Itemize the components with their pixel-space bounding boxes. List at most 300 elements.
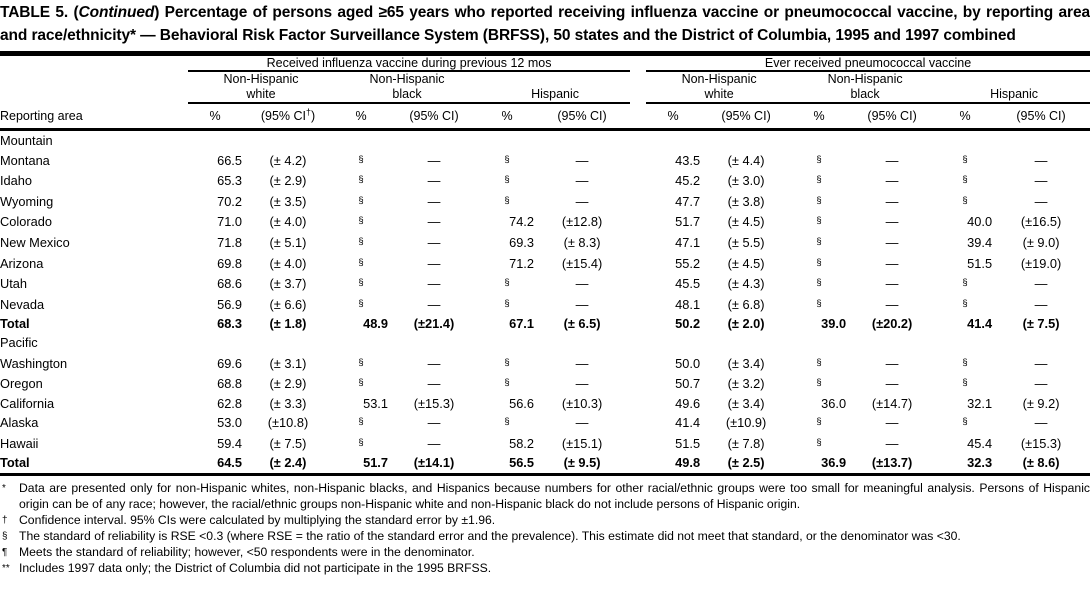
- footnote-text: Meets the standard of reliability; however, <50 respondents were in the denominator.: [19, 544, 475, 559]
- ci-cell: —: [427, 376, 441, 392]
- group-gap: [630, 454, 646, 474]
- group-gap: [630, 71, 646, 103]
- pct-cell-missing: [334, 295, 388, 316]
- ci-cell: —: [575, 296, 589, 312]
- ci-header-close: ): [766, 109, 771, 124]
- ci-header-1-2: [992, 103, 1090, 130]
- ci-cell: —: [427, 276, 441, 292]
- pct-cell-missing: [938, 354, 992, 375]
- pct-cell-missing: [480, 295, 534, 316]
- section-row-mountain: [0, 130, 1090, 151]
- total-row: [0, 315, 1090, 334]
- unreliable-estimate-marker: §: [504, 194, 510, 206]
- group-gap: [630, 374, 646, 395]
- pct-cell-missing: [480, 274, 534, 295]
- ci-cell: —: [427, 415, 441, 431]
- footnote-4: [0, 561, 1090, 577]
- title-prefix: TABLE 5. (: [0, 4, 79, 21]
- unreliable-estimate-marker: §: [358, 236, 364, 248]
- unreliable-estimate-marker: §: [816, 436, 822, 448]
- group-gap: [630, 212, 646, 233]
- section-label: Pacific: [0, 335, 38, 351]
- table-row: [0, 413, 1090, 434]
- ci-header-0-2: [534, 103, 630, 130]
- reporting-area-spacer: [0, 71, 188, 103]
- ci-cell: —: [1034, 376, 1048, 392]
- pct-cell: 69.8: [217, 255, 242, 271]
- pct-cell: 49.6: [675, 395, 701, 411]
- vaccine-coverage-table: [0, 56, 1090, 476]
- ci-cell: —: [885, 255, 899, 271]
- ci-cell: (± 3.5): [269, 193, 307, 209]
- ci-cell: (±10.3): [561, 395, 603, 411]
- pct-cell: 45.5: [675, 276, 701, 292]
- race-group-header-1-0: [646, 71, 792, 103]
- ci-header-close: ): [912, 109, 917, 124]
- unreliable-estimate-marker: §: [816, 194, 822, 206]
- ci-cell: (±14.7): [871, 395, 913, 411]
- ci-cell: (± 2.0): [727, 316, 765, 332]
- ci-cell: (± 2.5): [700, 454, 792, 474]
- pct-cell: 58.2: [509, 435, 534, 451]
- ci-cell: —: [1034, 152, 1048, 168]
- race-group-header-0-0: [188, 71, 334, 103]
- unreliable-estimate-marker: §: [358, 377, 364, 389]
- table-row: [0, 354, 1090, 375]
- ci-cell: —: [885, 355, 899, 371]
- ci-cell: —: [1034, 296, 1048, 312]
- race-group-header-line: Non-Hispanic: [369, 72, 445, 86]
- pct-cell-missing: [480, 151, 534, 172]
- unreliable-estimate-marker: §: [816, 153, 822, 165]
- pct-cell: 51.7: [334, 454, 388, 474]
- ci-header-close: ): [311, 109, 316, 124]
- ci-header-text: (95% CI: [409, 109, 455, 124]
- pct-cell: 70.2: [217, 193, 242, 209]
- vaccine-group-header-1: Ever received pneumococcal vaccine: [646, 56, 1090, 71]
- percent-header-1-0: %: [646, 103, 700, 130]
- pct-cell-missing: [334, 413, 388, 434]
- race-group-header-0-2: [480, 71, 630, 103]
- ci-cell: (±15.1): [561, 435, 603, 451]
- ci-cell: (± 6.5): [563, 316, 601, 332]
- row-label: Idaho: [0, 173, 33, 189]
- row-label: Alaska: [0, 415, 39, 431]
- unreliable-estimate-marker: §: [962, 297, 968, 309]
- table-row: [0, 192, 1090, 213]
- section-label: Mountain: [0, 132, 53, 148]
- pct-cell-missing: [938, 192, 992, 213]
- pct-cell: 51.5: [675, 435, 701, 451]
- unreliable-estimate-marker: §: [358, 153, 364, 165]
- row-label: Hawaii: [0, 435, 39, 451]
- unreliable-estimate-marker: §: [358, 416, 364, 428]
- row-label: New Mexico: [0, 235, 70, 251]
- pct-cell-missing: [480, 171, 534, 192]
- table-row: [0, 233, 1090, 254]
- table-row: [0, 274, 1090, 295]
- pct-cell: 41.4: [675, 415, 701, 431]
- group-gap: [630, 295, 646, 316]
- row-label: Wyoming: [0, 193, 54, 209]
- header-row-vaccine-groups: [0, 56, 1090, 71]
- unreliable-estimate-marker: §: [504, 356, 510, 368]
- ci-cell: (± 3.1): [269, 355, 307, 371]
- unreliable-estimate-marker: §: [816, 256, 822, 268]
- pct-cell: 74.2: [509, 214, 534, 230]
- vaccine-group-header-0: Received influenza vaccine during previous 12 mos: [188, 56, 630, 71]
- unreliable-estimate-marker: §: [816, 174, 822, 186]
- unreliable-estimate-marker: §: [504, 153, 510, 165]
- ci-cell: —: [885, 235, 899, 251]
- unreliable-estimate-marker: §: [358, 256, 364, 268]
- race-group-header-line: Non-Hispanic: [681, 72, 757, 86]
- ci-cell: (± 7.5): [1022, 316, 1060, 332]
- ci-header-1-1: [846, 103, 938, 130]
- row-label: Nevada: [0, 296, 45, 312]
- pct-cell: 59.4: [217, 435, 242, 451]
- ci-cell: (± 3.4): [727, 395, 765, 411]
- group-gap: [630, 274, 646, 295]
- group-gap: [630, 171, 646, 192]
- pct-cell-missing: [792, 254, 846, 275]
- pct-cell: 32.3: [938, 454, 992, 474]
- ci-cell: (± 4.2): [269, 152, 307, 168]
- row-label: Total: [0, 316, 30, 332]
- pct-cell-missing: [334, 233, 388, 254]
- ci-cell: (±15.3): [1020, 435, 1062, 451]
- ci-cell: (± 7.8): [727, 435, 765, 451]
- ci-cell: —: [575, 152, 589, 168]
- pct-cell: 50.7: [675, 376, 701, 392]
- unreliable-estimate-marker: §: [816, 356, 822, 368]
- table-row: [0, 254, 1090, 275]
- unreliable-estimate-marker: §: [358, 215, 364, 227]
- ci-cell: (± 6.8): [727, 296, 765, 312]
- pct-cell-missing: [792, 233, 846, 254]
- table-row: [0, 374, 1090, 395]
- race-group-header-line: Hispanic: [990, 87, 1038, 101]
- table-title: [0, 0, 1090, 47]
- ci-header-text: (95% CI: [721, 109, 767, 124]
- ci-cell: (± 5.1): [269, 235, 307, 251]
- footnote-symbol: *: [2, 483, 6, 495]
- unreliable-estimate-marker: §: [816, 416, 822, 428]
- dagger-footnote-marker: †: [305, 107, 311, 117]
- ci-cell: —: [885, 296, 899, 312]
- ci-header-close: ): [454, 109, 459, 124]
- group-gap: [630, 192, 646, 213]
- ci-cell: —: [1034, 193, 1048, 209]
- pct-cell-missing: [334, 274, 388, 295]
- ci-cell: —: [575, 173, 589, 189]
- ci-cell: (±21.4): [413, 316, 455, 332]
- unreliable-estimate-marker: §: [816, 377, 822, 389]
- ci-cell: (±15.4): [561, 255, 603, 271]
- race-group-header-line: Hispanic: [531, 87, 579, 101]
- pct-cell-missing: [480, 413, 534, 434]
- group-gap: [630, 103, 646, 130]
- ci-cell: (±15.3): [413, 395, 455, 411]
- ci-cell: (±13.7): [846, 454, 938, 474]
- ci-cell: (±10.9): [725, 415, 767, 431]
- ci-cell: (± 3.3): [269, 395, 307, 411]
- ci-header-text: (95% CI: [867, 109, 913, 124]
- row-label: Utah: [0, 276, 28, 292]
- group-gap: [630, 254, 646, 275]
- unreliable-estimate-marker: §: [358, 174, 364, 186]
- pct-cell: 71.0: [217, 214, 242, 230]
- pct-cell-missing: [792, 151, 846, 172]
- unreliable-estimate-marker: §: [962, 153, 968, 165]
- total-row: [0, 454, 1090, 474]
- pct-cell-missing: [792, 295, 846, 316]
- pct-cell: 43.5: [675, 152, 701, 168]
- pct-cell-missing: [938, 171, 992, 192]
- pct-cell: 45.4: [967, 435, 993, 451]
- pct-cell-missing: [792, 374, 846, 395]
- unreliable-estimate-marker: §: [504, 174, 510, 186]
- row-label: Washington: [0, 355, 68, 371]
- ci-cell: (± 3.4): [727, 355, 765, 371]
- race-group-header-1-2: [938, 71, 1090, 103]
- ci-cell: —: [885, 214, 899, 230]
- pct-cell: 71.2: [509, 255, 534, 271]
- table-row: [0, 151, 1090, 172]
- unreliable-estimate-marker: §: [504, 416, 510, 428]
- unreliable-estimate-marker: §: [816, 236, 822, 248]
- group-gap: [630, 413, 646, 434]
- ci-cell: —: [885, 435, 899, 451]
- pct-cell-missing: [792, 212, 846, 233]
- pct-cell: 39.0: [821, 316, 847, 332]
- ci-cell: (± 9.0): [1022, 235, 1060, 251]
- pct-cell: 65.3: [217, 173, 242, 189]
- unreliable-estimate-marker: §: [358, 356, 364, 368]
- ci-cell: —: [885, 376, 899, 392]
- pct-cell: 56.5: [480, 454, 534, 474]
- footnotes: [0, 481, 1090, 576]
- pct-cell: 50.2: [675, 316, 701, 332]
- group-gap: [630, 233, 646, 254]
- ci-cell: (± 3.8): [727, 193, 765, 209]
- footnote-text: The standard of reliability is RSE <0.3 (where RSE = the ratio of the standard error and the prevalence). This estimate did not meet that standard, or the denominator was <30.: [19, 528, 961, 543]
- pct-cell-missing: [938, 295, 992, 316]
- percent-header-0-2: %: [480, 103, 534, 130]
- row-label: Colorado: [0, 214, 52, 230]
- pct-cell-missing: [334, 151, 388, 172]
- ci-cell: (± 4.0): [269, 214, 307, 230]
- group-gap: [630, 315, 646, 334]
- ci-header-text: (95% CI: [557, 109, 603, 124]
- ci-cell: —: [427, 355, 441, 371]
- group-gap: [630, 434, 646, 455]
- unreliable-estimate-marker: §: [504, 297, 510, 309]
- ci-cell: —: [427, 235, 441, 251]
- unreliable-estimate-marker: §: [358, 194, 364, 206]
- ci-cell: (±14.1): [388, 454, 480, 474]
- pct-cell-missing: [792, 413, 846, 434]
- ci-cell: (±10.8): [267, 415, 309, 431]
- table-row: [0, 295, 1090, 316]
- ci-cell: (±20.2): [871, 316, 913, 332]
- pct-cell: 55.2: [675, 255, 701, 271]
- pct-cell: 47.7: [675, 193, 701, 209]
- footnote-3: [0, 545, 1090, 561]
- ci-cell: (± 9.5): [534, 454, 630, 474]
- pct-cell-missing: [334, 434, 388, 455]
- row-label: California: [0, 395, 55, 411]
- race-group-header-line: Non-Hispanic: [223, 72, 299, 86]
- title-text: ) Percentage of persons aged ≥65 years who reported receiving influenza vaccine or pneumococcal vaccine, by reporting area and race/ethnicity* — Behavioral Risk Factor Surveillance System (BRFSS), 50 states and the District of Columbia, 1995 and 1997 combined: [0, 4, 1090, 44]
- unreliable-estimate-marker: §: [962, 194, 968, 206]
- pct-cell: 69.3: [509, 235, 534, 251]
- ci-cell: —: [885, 193, 899, 209]
- pct-cell: 68.6: [217, 276, 242, 292]
- ci-cell: (± 5.5): [727, 235, 765, 251]
- unreliable-estimate-marker: §: [962, 174, 968, 186]
- ci-cell: —: [427, 193, 441, 209]
- pct-cell: 41.4: [967, 316, 993, 332]
- pct-cell: 32.1: [967, 395, 993, 411]
- title-continued-marker: Continued: [78, 4, 155, 21]
- unreliable-estimate-marker: §: [816, 277, 822, 289]
- ci-cell: (± 4.4): [727, 152, 765, 168]
- pct-cell: 53.0: [217, 415, 242, 431]
- pct-cell: 48.1: [675, 296, 701, 312]
- pct-cell: 66.5: [217, 152, 242, 168]
- ci-cell: (±16.5): [1020, 214, 1062, 230]
- race-group-header-1-1: [792, 71, 938, 103]
- ci-header-1-0: [700, 103, 792, 130]
- unreliable-estimate-marker: §: [962, 277, 968, 289]
- reporting-area-spacer: [0, 56, 188, 71]
- ci-cell: —: [575, 355, 589, 371]
- ci-cell: —: [427, 296, 441, 312]
- pct-cell-missing: [334, 254, 388, 275]
- unreliable-estimate-marker: §: [816, 297, 822, 309]
- pct-cell-missing: [938, 151, 992, 172]
- pct-cell: 50.0: [675, 355, 701, 371]
- pct-cell-missing: [480, 192, 534, 213]
- footnote-symbol: **: [2, 562, 10, 574]
- section-row-pacific: [0, 334, 1090, 354]
- pct-cell: 49.8: [646, 454, 700, 474]
- pct-cell: 53.1: [363, 395, 388, 411]
- pct-cell: 47.1: [675, 235, 701, 251]
- pct-cell: 51.7: [675, 214, 701, 230]
- pct-cell: 68.8: [217, 376, 242, 392]
- footnote-0: [0, 481, 1090, 513]
- footnote-symbol: †: [2, 514, 8, 526]
- pct-cell: 56.6: [509, 395, 534, 411]
- pct-cell-missing: [480, 374, 534, 395]
- pct-cell-missing: [792, 354, 846, 375]
- ci-cell: —: [427, 152, 441, 168]
- pct-cell: 36.0: [821, 395, 847, 411]
- pct-cell-missing: [334, 171, 388, 192]
- table-row: [0, 212, 1090, 233]
- race-group-header-line: black: [392, 87, 422, 101]
- group-gap: [630, 151, 646, 172]
- unreliable-estimate-marker: §: [504, 377, 510, 389]
- table-row: [0, 434, 1090, 455]
- unreliable-estimate-marker: §: [358, 297, 364, 309]
- ci-cell: —: [427, 214, 441, 230]
- unreliable-estimate-marker: §: [504, 277, 510, 289]
- pct-cell: 71.8: [217, 235, 242, 251]
- unreliable-estimate-marker: §: [962, 356, 968, 368]
- pct-cell: 45.2: [675, 173, 701, 189]
- race-group-header-line: white: [704, 87, 734, 101]
- ci-cell: —: [575, 376, 589, 392]
- pct-cell-missing: [938, 274, 992, 295]
- table-head: [0, 56, 1090, 130]
- row-label: Arizona: [0, 255, 44, 271]
- row-label: Montana: [0, 152, 50, 168]
- ci-cell: —: [885, 152, 899, 168]
- row-label: Total: [0, 454, 188, 474]
- unreliable-estimate-marker: §: [358, 436, 364, 448]
- pct-cell-missing: [938, 413, 992, 434]
- ci-cell: (± 2.9): [269, 173, 307, 189]
- pct-cell: 36.9: [792, 454, 846, 474]
- ci-cell: —: [575, 276, 589, 292]
- ci-cell: (± 6.6): [269, 296, 307, 312]
- ci-cell: —: [575, 193, 589, 209]
- unreliable-estimate-marker: §: [816, 215, 822, 227]
- race-group-header-0-1: [334, 71, 480, 103]
- ci-cell: (± 4.5): [727, 255, 765, 271]
- footnote-2: [0, 529, 1090, 545]
- table-body: [0, 130, 1090, 475]
- ci-cell: (± 7.5): [269, 435, 307, 451]
- unreliable-estimate-marker: §: [358, 277, 364, 289]
- ci-header-text: (95% CI: [1016, 109, 1062, 124]
- pct-cell: 67.1: [509, 316, 534, 332]
- pct-cell-missing: [334, 374, 388, 395]
- ci-cell: —: [885, 276, 899, 292]
- pct-cell-missing: [792, 192, 846, 213]
- ci-cell: —: [427, 255, 441, 271]
- ci-cell: —: [1034, 276, 1048, 292]
- percent-header-1-2: %: [938, 103, 992, 130]
- ci-header-0-0: [242, 103, 334, 130]
- ci-cell: (± 8.3): [563, 235, 601, 251]
- unreliable-estimate-marker: §: [962, 416, 968, 428]
- ci-cell: (± 2.4): [242, 454, 334, 474]
- pct-cell-missing: [334, 354, 388, 375]
- ci-cell: (±19.0): [1020, 255, 1062, 271]
- ci-header-close: ): [602, 109, 607, 124]
- ci-cell: (± 4.0): [269, 255, 307, 271]
- ci-cell: (± 3.7): [269, 276, 307, 292]
- percent-header-0-1: %: [334, 103, 388, 130]
- ci-cell: (± 4.3): [727, 276, 765, 292]
- pct-cell: 56.9: [217, 296, 242, 312]
- footnote-text: Confidence interval. 95% CIs were calculated by multiplying the standard error by ±1.96.: [19, 512, 496, 527]
- footnote-text: Includes 1997 data only; the District of Columbia did not participate in the 1995 BRFSS.: [19, 560, 492, 575]
- pct-cell: 69.6: [217, 355, 242, 371]
- ci-cell: —: [427, 435, 441, 451]
- percent-header-0-0: %: [188, 103, 242, 130]
- ci-cell: —: [575, 415, 589, 431]
- table-row: [0, 171, 1090, 192]
- group-gap: [630, 56, 646, 71]
- ci-cell: (± 2.9): [269, 376, 307, 392]
- footnote-text: Data are presented only for non-Hispanic whites, non-Hispanic blacks, and Hispanics because numbers for other racial/ethnic groups were too small for meaningful analysis. Persons of Hispanic origin can be of any race; however, the racial/ethnic groups non-Hispanic white and non-Hispanic black do not include persons of Hispanic origin.: [19, 481, 1090, 511]
- footnote-1: [0, 513, 1090, 529]
